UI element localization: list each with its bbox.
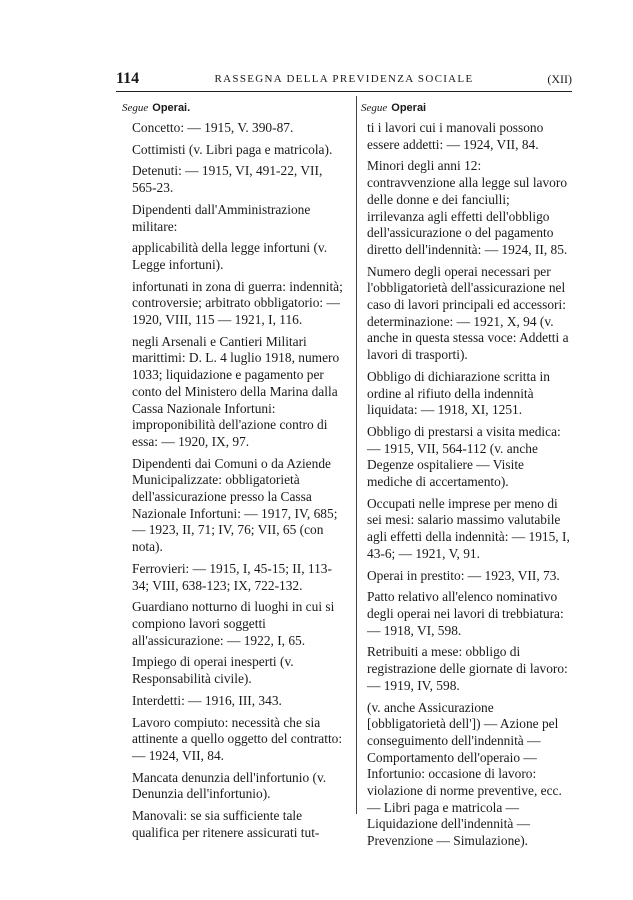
continuation-heading (122, 101, 345, 115)
journal-title: RASSEGNA DELLA PREVIDENZA SOCIALE (214, 73, 474, 85)
index-entry: Minori degli anni 12: contravvenzione alla legge sul lavoro delle donne e dei fanciulli; irrilevanza agli effetti dell'obbligo dell'assicurazione o del pagamento diretto dell'indennità: — 1924, II, 85. (367, 158, 568, 257)
continuation-heading (361, 101, 570, 115)
index-entry: Occupati nelle imprese per meno di sei mesi: salario massimo valutabile agli effetti della indennità: — 1915, I, 43-6; — 1921, V, 91. (367, 495, 570, 561)
index-entry: negli Arsenali e Cantieri Militari marittimi: D. L. 4 luglio 1918, numero 1033; liquidazione e pagamento per conto del Ministero della Marina dalla Cassa Nazionale Infortuni: improponibilità dell'azione contro di essa: — 1920, IX, 97. (132, 333, 340, 449)
running-header (116, 70, 572, 92)
segue-topic: Operai (391, 102, 427, 114)
index-entry: Impiego di operai inesperti (v. Responsabilità civile). (132, 654, 294, 687)
left-column (122, 101, 345, 846)
index-entry: Cottimisti (v. Libri paga e matricola). (132, 141, 333, 157)
index-entry: Guardiano notturno di luoghi in cui si compiono lavori soggetti all'assicurazione: — 1922, I, 65. (132, 599, 335, 648)
index-entry: Concetto: — 1915, V. 390-87. (132, 120, 294, 135)
index-entry: Obbligo di dichiarazione scritta in ordine al rifiuto della indennità liquidata: — 1918, XI, 1251. (367, 368, 550, 418)
index-entry: Manovali: se sia sufficiente tale qualifica per ritenere assicurati tut- (132, 808, 320, 840)
index-entry: infortunati in zona di guerra: indennità; controversie; arbitrato obbligatorio: — 1920, VIII, 115 — 1921, I, 116. (132, 278, 343, 328)
index-entry: Dipendenti dall'Amministrazione militare: (132, 201, 311, 234)
column-divider (356, 96, 357, 814)
page-number: 114 (116, 70, 140, 87)
index-entry: Operai in prestito: — 1923, VII, 73. (367, 567, 560, 583)
volume-part: (XII) (547, 72, 572, 86)
index-entry: Lavoro compiuto: necessità che sia attinente a quello oggetto del contratto: — 1924, VII, 84. (132, 714, 343, 763)
segue-word: Segue (122, 102, 149, 114)
index-entry: Detenuti: — 1915, VI, 491-22, VII, 565-23. (132, 163, 323, 196)
index-entry: Retribuiti a mese: obbligo di registrazione delle giornate di lavoro: — 1919, IV, 598. (367, 644, 568, 693)
index-entry: Obbligo di prestarsi a visita medica: — 1915, VII, 564-112 (v. anche Degenze ospitaliere — Visite mediche di accertamento). (367, 423, 561, 490)
header-rule (116, 91, 572, 92)
index-entry: (v. anche Assicurazione [obbligatorietà dell']) — Azione pel conseguimento dell'indennità — Comportamento dell'operaio — Infortunio: occasione di lavoro: violazione di norme preventive, ecc. — Libri paga e matricola — Liquidazione dell'indennità — Prevenzione — Simulazione). (367, 699, 562, 849)
segue-topic: Operai. (152, 102, 191, 114)
index-entry: Patto relativo all'elenco nominativo degli operai nei lavori di trebbiatura: — 1918, VI, 598. (367, 589, 564, 638)
index-entry: Numero degli operai necessari per l'obbligatorietà dell'assicurazione nel caso di lavori principali ed accessori: determinazione: — 1921, X, 94 (v. anche in questa stessa voce: Addetti a lavori di trasporti). (367, 263, 569, 363)
index-entry: ti i lavori cui i manovali possono essere addetti: — 1924, VII, 84. (367, 120, 544, 152)
right-column (361, 101, 570, 855)
index-entry: Ferrovieri: — 1915, I, 45-15; II, 113-34; VIII, 638-123; IX, 722-132. (132, 560, 332, 593)
index-entry: Dipendenti dai Comuni o da Aziende Municipalizzate: obbligatorietà dell'assicurazione presso la Cassa Nazionale Infortuni: — 1917, IV, 685; — 1923, II, 71; IV, 76; VII, 65 (con nota). (132, 455, 338, 555)
segue-word: Segue (361, 102, 388, 114)
index-entry: Mancata denunzia dell'infortunio (v. Denunzia dell'infortunio). (132, 769, 327, 802)
index-entry: applicabilità della legge infortuni (v. Legge infortuni). (132, 240, 328, 272)
index-entry: Interdetti: — 1916, III, 343. (132, 692, 282, 708)
